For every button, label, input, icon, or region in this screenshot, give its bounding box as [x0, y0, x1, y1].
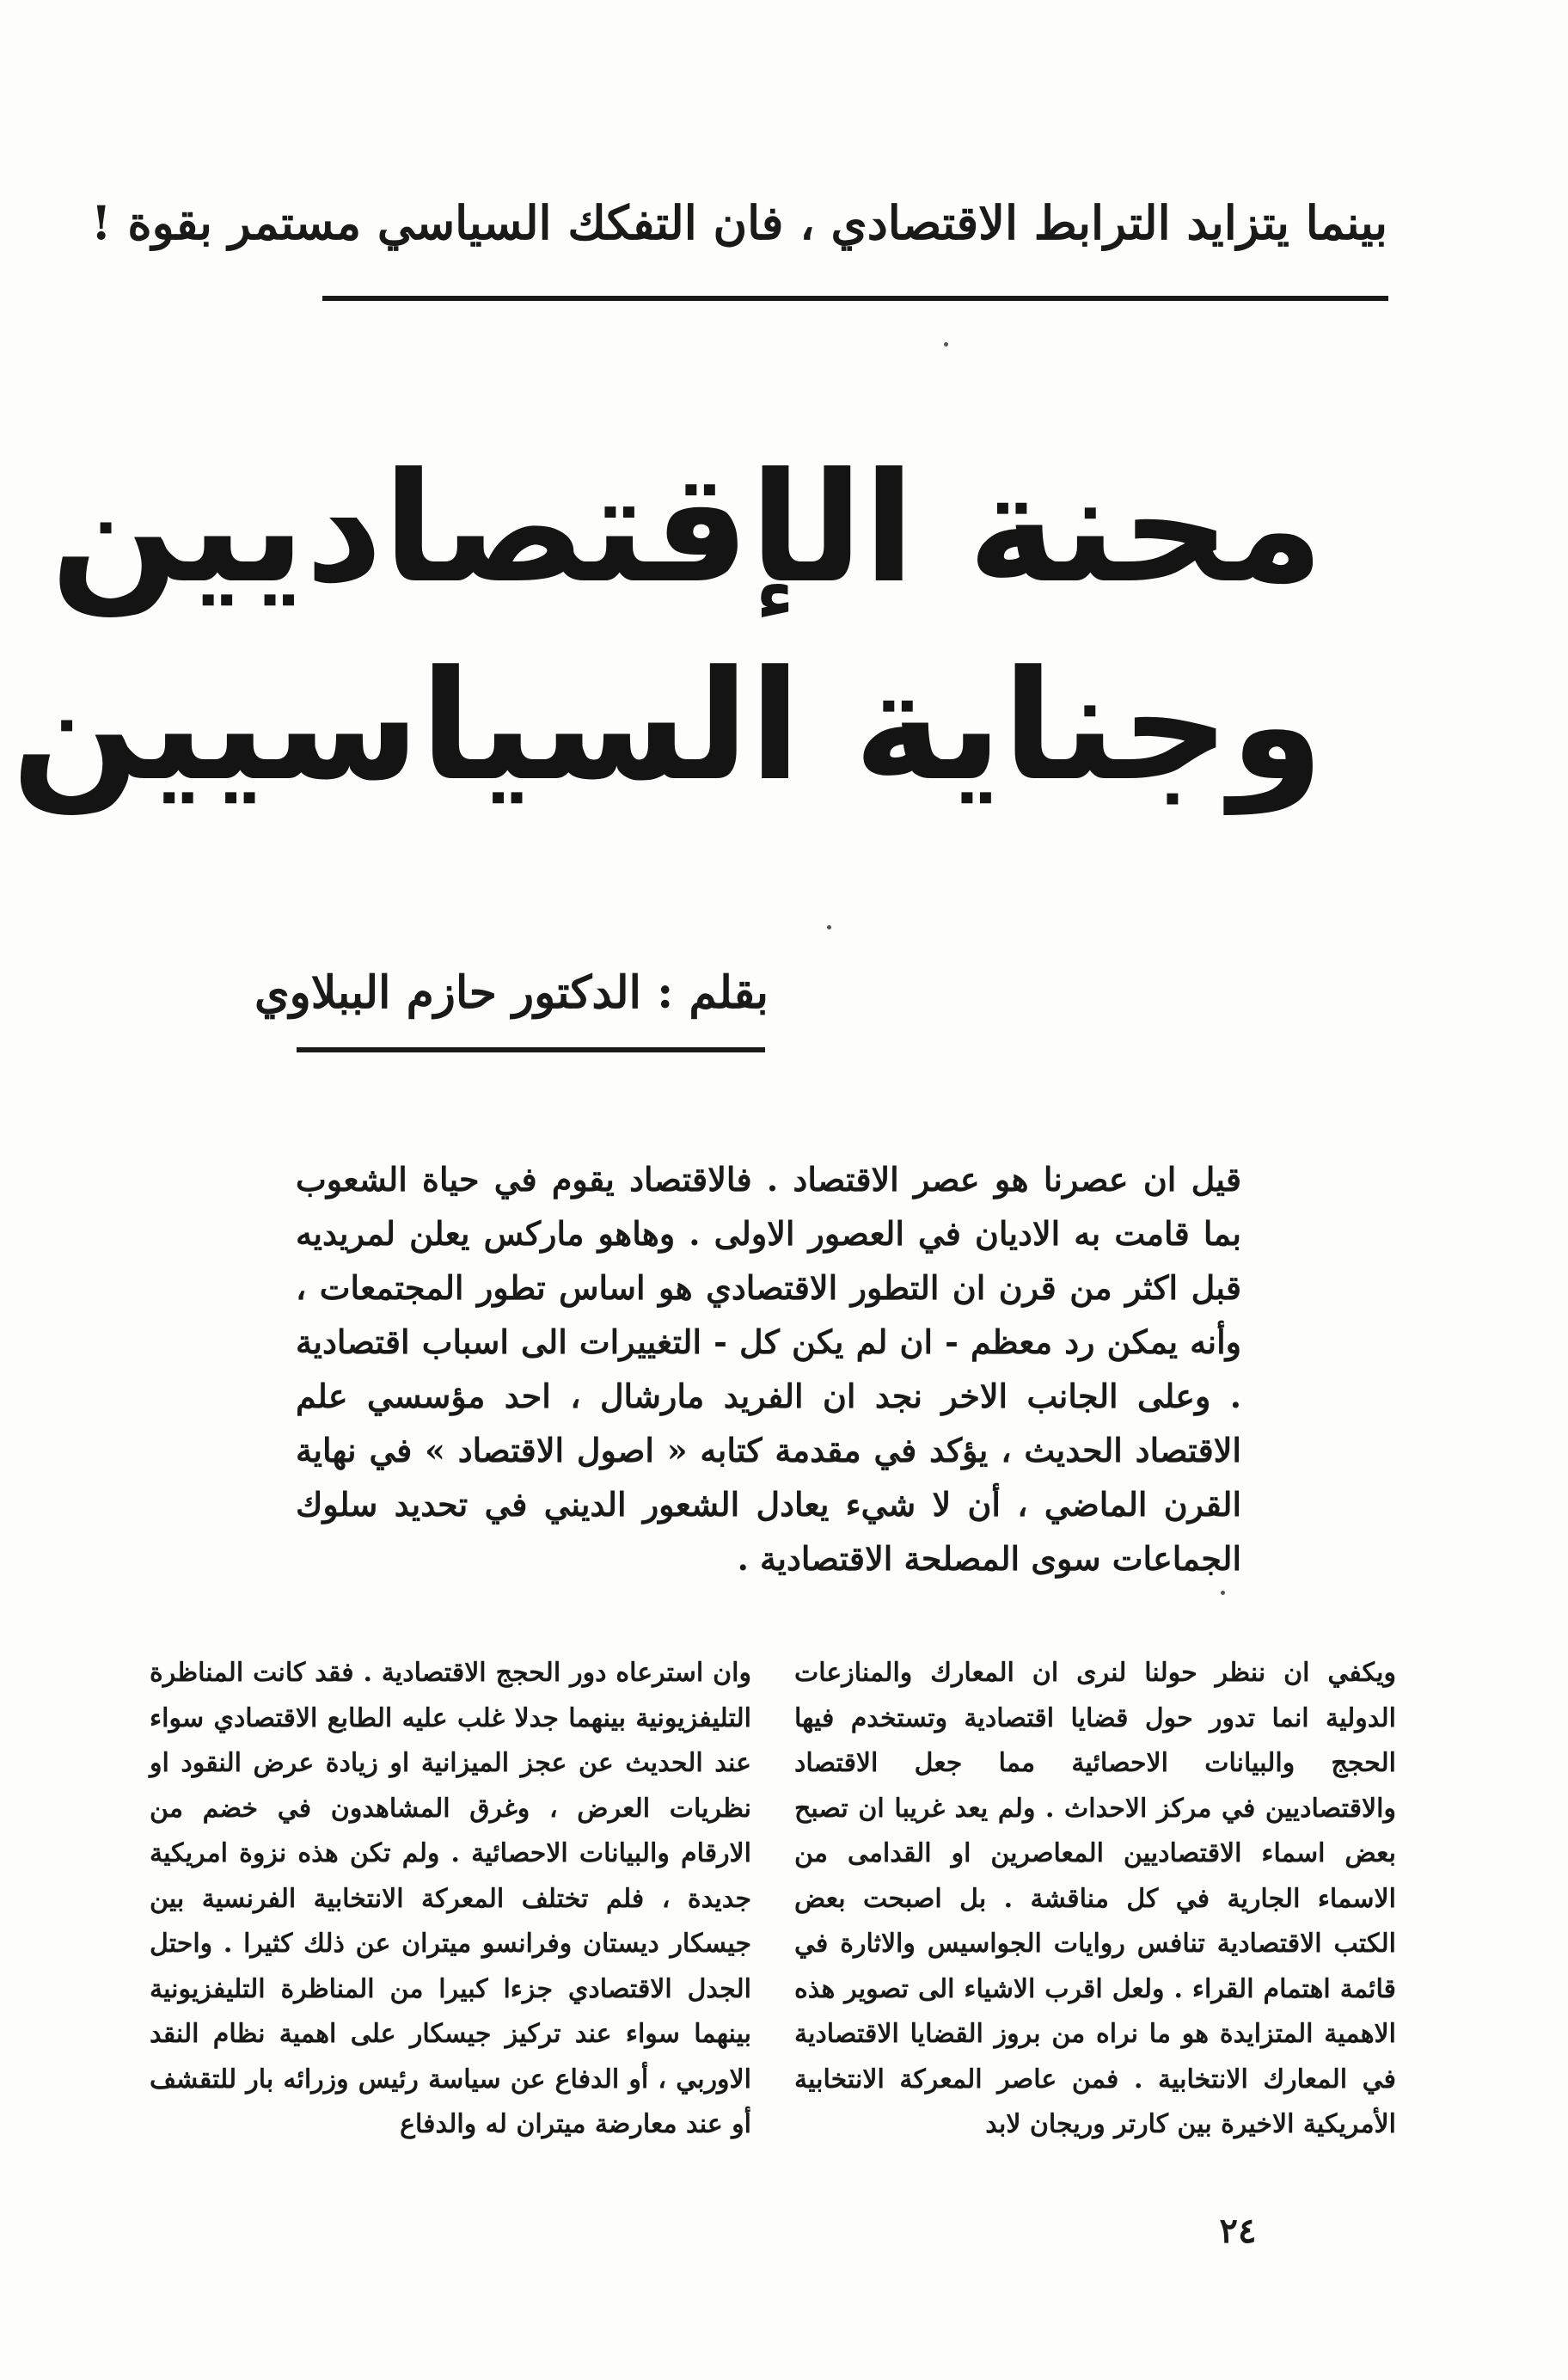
intro-paragraph: قيل ان عصرنا هو عصر الاقتصاد . فالاقتصاد يقوم في حياة الشعوب بما قامت به الاديان في العصور الاولى . وهاهو ماركس يعلن لمريديه قبل اكثر من قرن ان التطور الاقتصادي هو اساس تطور المجتمعات ، وأنه يمكن رد معظم - ان لم يكن كل - التغييرات الى اسباب اقتصادية . وعلى الجانب الاخر نجد ان الفريد مارشال ، احد مؤسسي علم الاقتصاد الحديث ، يؤكد في مقدمة كتابه « اصول الاقتصاد » في نهاية القرن الماضي ، أن لا شيء يعادل الشعور الديني في تحديد سلوك الجماعات سوى المصلحة الاقتصادية .	[296, 1160, 1241, 1578]
author-byline: بقلم : الدكتور حازم الببلاوي	[254, 966, 769, 1019]
body-column-right: ويكفي ان ننظر حولنا لنرى ان المعارك والمنازعات الدولية انما تدور حول قضايا اقتصادية وتستخدم فيها الحجج والبيانات الاحصائية مما جعل الاقتصاد والاقتصاديين في مركز الاحداث . ولم يعد غريبا ان تصبح بعض اسماء الاقتصاديين المعاصرين او القدامى من الاسماء الجارية في كل مناقشة . بل اصبحت بعض الكتب الاقتصادية تنافس روايات الجواسيس والاثارة في قائمة اهتمام القراء . ولعل اقرب الاشياء الى تصوير هذه الاهمية المتزايدة هو ما نراه من بروز القضايا الاقتصادية في المعارك الانتخابية . فمن عاصر المعركة الانتخابية الأمريكية الاخيرة بين كارتر وريجان لابد	[794, 1658, 1396, 2139]
page-number: ٢٤	[1219, 2211, 1257, 2251]
byline-rule	[297, 1047, 765, 1052]
headline-line-1: محنة الإقتصاديين	[50, 440, 1324, 616]
scan-speck	[944, 342, 948, 347]
main-headline	[11, 430, 1324, 825]
top-rule	[322, 296, 1388, 301]
kicker-headline: بينما يتزايد الترابط الاقتصادي ، فان التفكك السياسي مستمر بقوة !	[90, 195, 1387, 250]
headline-line-2: وجناية السياسيين	[11, 638, 1324, 814]
scan-speck	[827, 925, 831, 929]
body-column-left: وان استرعاه دور الحجج الاقتصادية . فقد كانت المناظرة التليفزيونية بينهما جدلا غلب عليه الطابع الاقتصادي سواء عند الحديث عن عجز الميزانية او زيادة عرض النقود او نظريات العرض ، وغرق المشاهدون في خضم من الارقام والبيانات الاحصائية . ولم تكن هذه نزوة امريكية جديدة ، فلم تختلف المعركة الانتخابية الفرنسية بين جيسكار ديستان وفرانسو ميتران عن ذلك كثيرا . واحتل الجدل الاقتصادي جزءا كبيرا من المناظرة التليفزيونية بينهما سواء عند تركيز جيسكار على اهمية نظام النقد الاوربي ، أو الدفاع عن سياسة رئيس وزرائه بار للتقشف أو عند معارضة ميتران له والدفاع	[150, 1658, 751, 2139]
scan-speck	[1221, 1591, 1225, 1595]
